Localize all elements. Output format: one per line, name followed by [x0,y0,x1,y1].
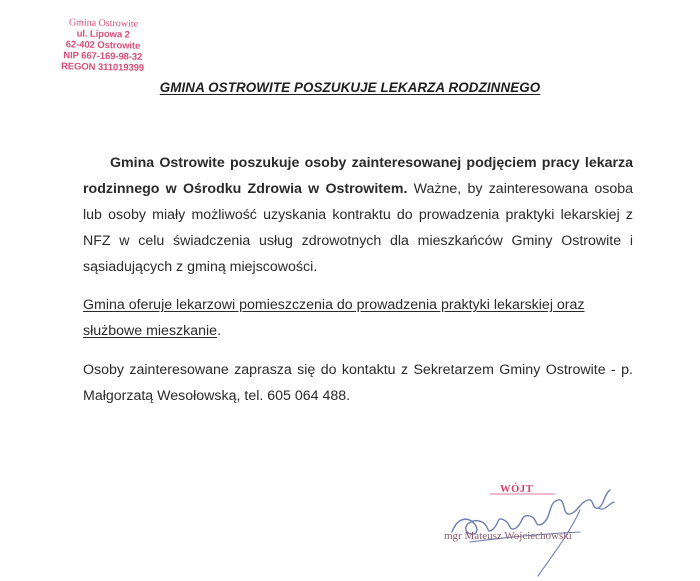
stamp-line-regon: REGON 311019399 [60,61,145,74]
stamp-line-street: ul. Lipowa 2 [76,28,130,41]
stamp-line-name: Gmina Ostrowite [68,17,139,30]
signature-name: mgr Mateusz Wojciechowski [444,530,572,542]
paragraph-announcement-details: Ważne, by zainteresowana osoba lub osoby miały możliwość uzyskania kontraktu do prowadzenia praktyki lekarskiej z NFZ w celu świadczenia usług zdrowotnych dla mieszkańców Gminy Ostrowite i sąsiadujących z gminą miejscowości. [83,181,633,275]
document-body [83,150,633,409]
stamp-line-nip: NIP 667-169-98-32 [63,50,143,63]
signature-role: WÓJT [500,484,534,495]
paragraph-announcement-bold: Gmina Ostrowite poszukuje osoby zainteresowanej podjęciem pracy lekarza rodzinnego w Ośrodku Zdrowia w Ostrowitem. [83,155,633,197]
paragraph-offer-end: . [217,323,222,339]
document-title-wrapper [0,80,700,95]
paragraph-contact: Osoby zainteresowane zaprasza się do kontaktu z Sekretarzem Gminy Ostrowite - p. Małgorzatą Wesołowską, tel. 605 064 488. [83,362,633,404]
handwritten-signature [430,472,690,581]
signature-block [430,472,690,581]
stamp-line-postal: 62-402 Ostrowite [65,39,141,52]
institution-stamp [43,17,162,74]
document-title: GMINA OSTROWITE POSZUKUJE LEKARZA RODZINNEGO [159,80,541,95]
paragraph-offer-text: Gmina oferuje lekarzowi pomieszczenia do prowadzenia praktyki lekarskiej oraz służbowe mieszkanie [83,297,585,339]
paragraph-offer [83,292,633,344]
paragraph-announcement [83,150,633,280]
